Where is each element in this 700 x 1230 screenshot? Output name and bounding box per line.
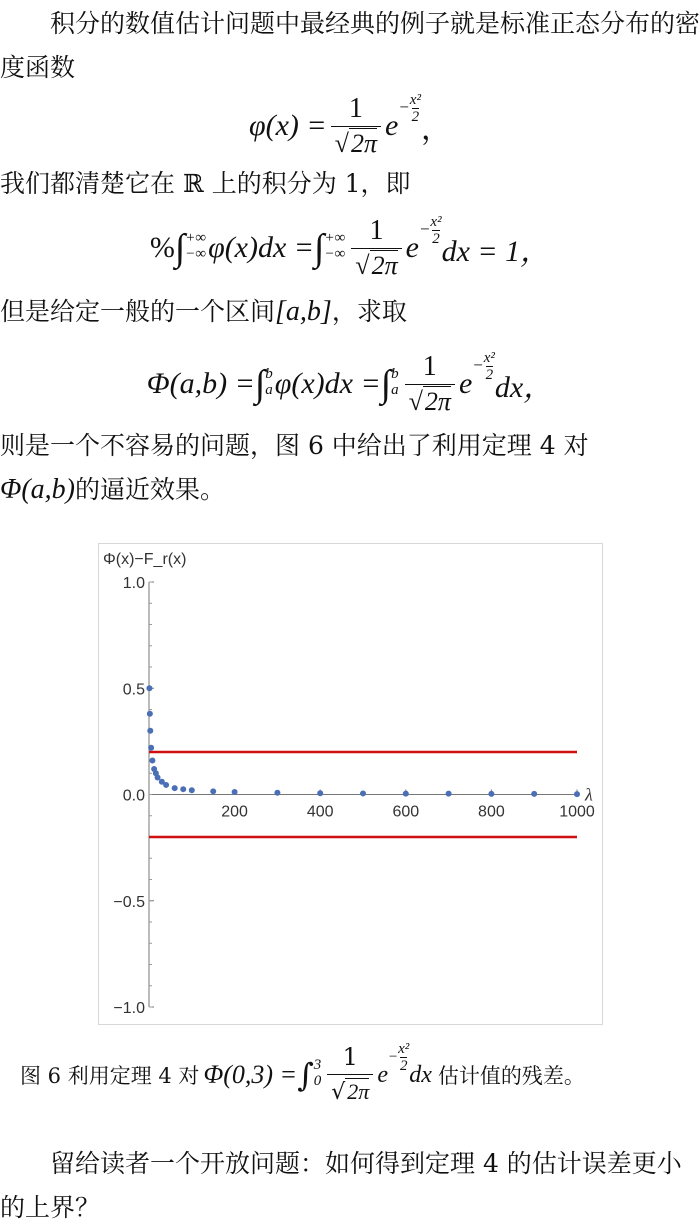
- eq1-tail: ，: [420, 113, 451, 146]
- eq1-denominator: 2π: [350, 128, 377, 158]
- x-axis-label: λ: [585, 784, 593, 805]
- eq2-tail: dx = 1，: [441, 235, 551, 268]
- y-tick-label: −0.5: [113, 893, 145, 911]
- interval-symbol: [a,b]: [275, 296, 332, 327]
- data-point: [163, 782, 169, 788]
- eq1-numerator: 1: [348, 92, 363, 124]
- data-point: [189, 787, 195, 793]
- data-point: [360, 790, 366, 796]
- eq2-body: φ(x)dx =: [208, 231, 315, 264]
- data-point: [210, 788, 216, 794]
- data-point: [148, 745, 154, 751]
- data-point: [274, 790, 280, 796]
- data-point: [147, 728, 153, 734]
- y-tick-label: 0.5: [122, 681, 145, 699]
- data-point: [146, 685, 152, 691]
- x-tick-label: 800: [478, 803, 505, 821]
- data-point: [446, 791, 452, 797]
- residual-chart: [98, 543, 603, 1025]
- figure-caption: 图 6 利用定理 4 对 Φ(0,3) = ∫ 3 0 $\frac{1}{√2\pi}$ e − $\frac{\text{x²}}{2}$ dx 估计值的残差。: [20, 1040, 700, 1110]
- equation-density: [0, 86, 700, 166]
- paragraph-open-question: 留给读者一个开放问题：如何得到定理 4 的估计误差更小的上界？: [0, 1149, 682, 1222]
- caption-suffix: 估计值的残差。: [437, 1064, 585, 1088]
- caption-label: 图 6 利用定理 4 对: [20, 1064, 200, 1088]
- data-point: [574, 791, 580, 797]
- y-tick-label: 0.0: [122, 787, 145, 805]
- paragraph-integral-one: 我们都清楚它在 ℝ 上的积分为 1，即: [0, 169, 411, 198]
- eq1-e: e: [384, 109, 399, 142]
- eq1-exponent: − $\frac{\text{x²}}{2}$: [398, 91, 421, 125]
- data-point: [488, 791, 494, 797]
- x-tick-label: 200: [221, 803, 248, 821]
- eq3-lhs: Φ(a,b) =: [146, 367, 255, 400]
- data-point: [403, 791, 409, 797]
- eq3-tail: dx，: [494, 371, 554, 404]
- data-point: [531, 791, 537, 797]
- paragraph-intro: 积分的数值估计问题中最经典的例子就是标准正态分布的密度函数: [0, 9, 700, 82]
- equation-phi-ab: Φ(a,b) = ∫ b a φ(x)dx = ∫ b a $\frac{1}{√2\pi}$ e − $\frac{\text{x²}}{2}$ dx，: [0, 344, 700, 424]
- caption-dx: dx: [409, 1061, 432, 1088]
- eq1-lhs: φ(x) =: [249, 109, 327, 142]
- real-set-symbol: ℝ: [182, 169, 204, 198]
- eq2-percent: %: [149, 231, 175, 264]
- data-point: [155, 775, 161, 781]
- y-axis-label: Φ(x)−F_r(x): [103, 551, 187, 568]
- data-point: [149, 758, 155, 764]
- eq3-body: φ(x)dx =: [274, 367, 381, 400]
- paragraph-interval: 但是给定一般的一个区间[a,b]，求取: [0, 296, 407, 327]
- eq1-fraction: $\frac{1}{√2\pi}$: [331, 92, 381, 161]
- x-tick-label: 400: [306, 803, 334, 821]
- data-point: [172, 785, 178, 791]
- residual-chart-svg: [99, 544, 602, 1024]
- x-tick-label: 600: [392, 803, 420, 821]
- data-point: [232, 789, 238, 795]
- y-tick-label: 1.0: [122, 575, 145, 592]
- caption-phi: Φ(0,3) =: [203, 1060, 298, 1089]
- data-point: [147, 711, 153, 717]
- y-tick-label: −1.0: [113, 1000, 145, 1017]
- equation-full-integral: % ∫ +∞ −∞ φ(x)dx = ∫ +∞ −∞ $\frac{1}{√2\pi}$ e − $\frac{\text{x²}}{2}$ dx = 1，: [0, 208, 700, 288]
- paragraph-figure-ref: 则是一个不容易的问题，图 6 中给出了利用定理 4 对 Φ(a,b)的逼近效果。: [0, 431, 589, 505]
- phi-ab-symbol: Φ(a,b): [0, 474, 75, 505]
- data-point: [317, 790, 323, 796]
- data-point: [180, 786, 186, 792]
- x-tick-label: 1000: [559, 803, 595, 821]
